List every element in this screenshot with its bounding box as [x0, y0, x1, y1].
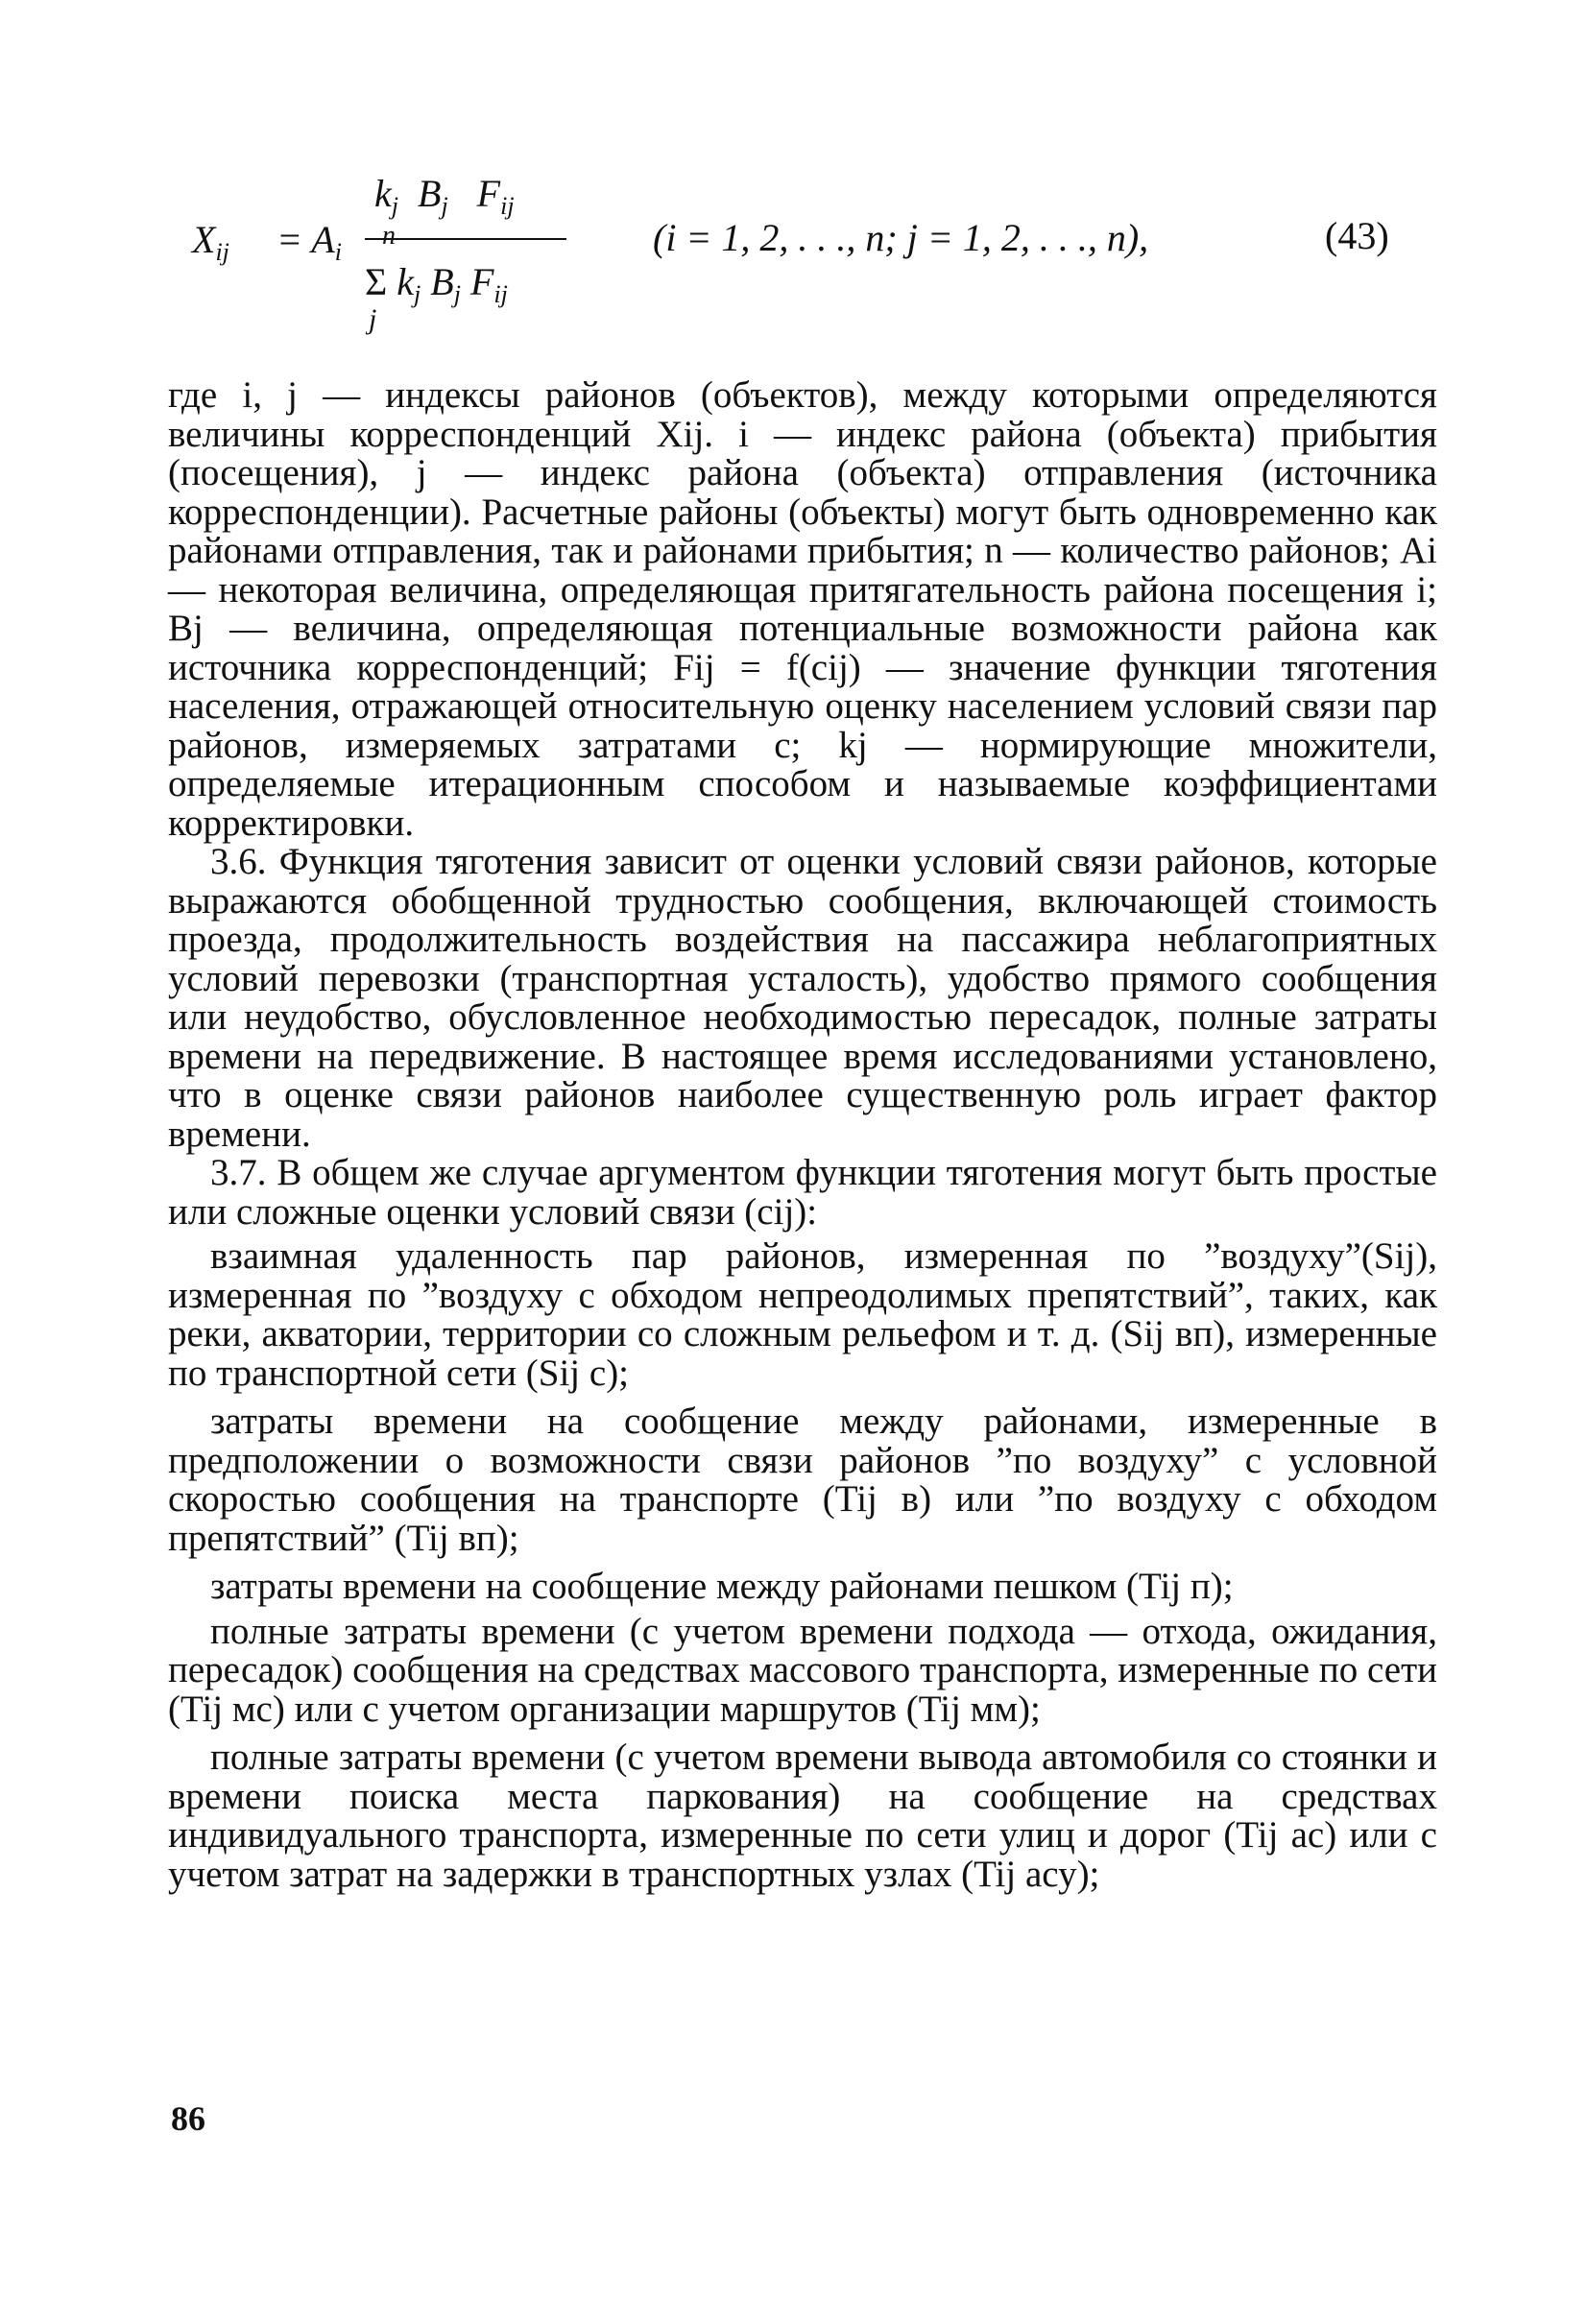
- paragraph-3-7: 3.7. В общем же случае аргументом функции тяготения могут быть простые или сложные оценки условий связи (cij):: [168, 1152, 1437, 1233]
- formula-a: = $A_i$: [277, 218, 342, 266]
- formula-denominator: Σ $k_j$ $B_j$ $F_{ij}$: [365, 260, 508, 308]
- list-item-time-car: полные затраты времени (с учетом времени вывода автомобиля со стоянки и времени поиска места паркования) на сообщение на средствах индивидуального транспорта, измеренные по сети улиц и дорог (Tij ас) или с учетом затрат на задержки в транспортных узлах (Tij асу);: [168, 1737, 1437, 1895]
- list-item-time-mass-transit: полные затраты времени (с учетом времени подхода — отхода, ожидания, пересадок) сообщения на средствах массового транспорта, измеренные по сети (Tij мс) или с учетом организации маршрутов (Tij мм);: [168, 1610, 1437, 1730]
- list-item-time-walk: затраты времени на сообщение между районами пешком (Tij п);: [210, 1566, 1234, 1607]
- paragraph-3-6: 3.6. Функция тяготения зависит от оценки условий связи районов, которые выражаются обобщенной трудностью сообщения, включающей стоимость проезда, продолжительность воздействия на пассажира неблагоприятных условий перевозки (транспортная усталость), удобство прямого сообщения или неудобство, обусловленное необходимостью пересадок, полные затраты времени на передвижение. В настоящее время исследованиями установлено, что в оценке связи районов наиболее существенную роль играет фактор времени.: [168, 841, 1437, 1155]
- formula-upper-n: n: [382, 221, 396, 251]
- formula-condition: (i = 1, 2, . . ., n; j = 1, 2, . . ., n),: [653, 216, 1149, 259]
- formula-number: (43): [1325, 214, 1389, 257]
- list-item-distance: взаимная удаленность пар районов, измеренная по ”воздуху”(Sij), измеренная по ”воздуху с обходом непреодолимых препятствий”, таких, как реки, акватории, территории со сложным рельефом и т. д. (Sij вп), измеренные по транспортной сети (Sij с);: [168, 1235, 1437, 1394]
- formula-lhs: $X_{ij}$: [192, 218, 229, 266]
- paragraph-definitions: где i, j — индексы районов (объектов), между которыми определяются величины корреспонденций Xij. i — индекс района (объекта) прибытия (посещения), j — индекс района (объекта) отправления (источника корреспонденции). Расчетные районы (объекты) могут быть одновременно как районами отправления, так и районами прибытия; n — количество районов; Ai — некоторая величина, определяющая притягательность района посещения i; Bj — величина, определяющая потенциальные возможности района как источника корреспонденций; Fij = f(cij) — значение функции тяготения населения, отражающей относительную оценку населением условий связи пар районов, измеряемых затратами c; kj — нормирующие множители, определяемые итерационным способом и называемые коэффициентами корректировки.: [168, 374, 1437, 844]
- formula-numerator: $k_j$ $B_j$ $F_{ij}$: [374, 172, 515, 220]
- page-number: 86: [171, 2099, 205, 2138]
- formula-43: [192, 171, 1440, 353]
- list-item-time-air: затраты времени на сообщение между районами, измеренные в предположении о возможности связи районов ”по воздуху” с условной скоростью сообщения на транспорте (Tij в) или ”по воздуху с обходом препятствий” (Tij вп);: [168, 1401, 1437, 1559]
- body-text: [168, 376, 1437, 1894]
- formula-sum-index: j: [369, 303, 377, 335]
